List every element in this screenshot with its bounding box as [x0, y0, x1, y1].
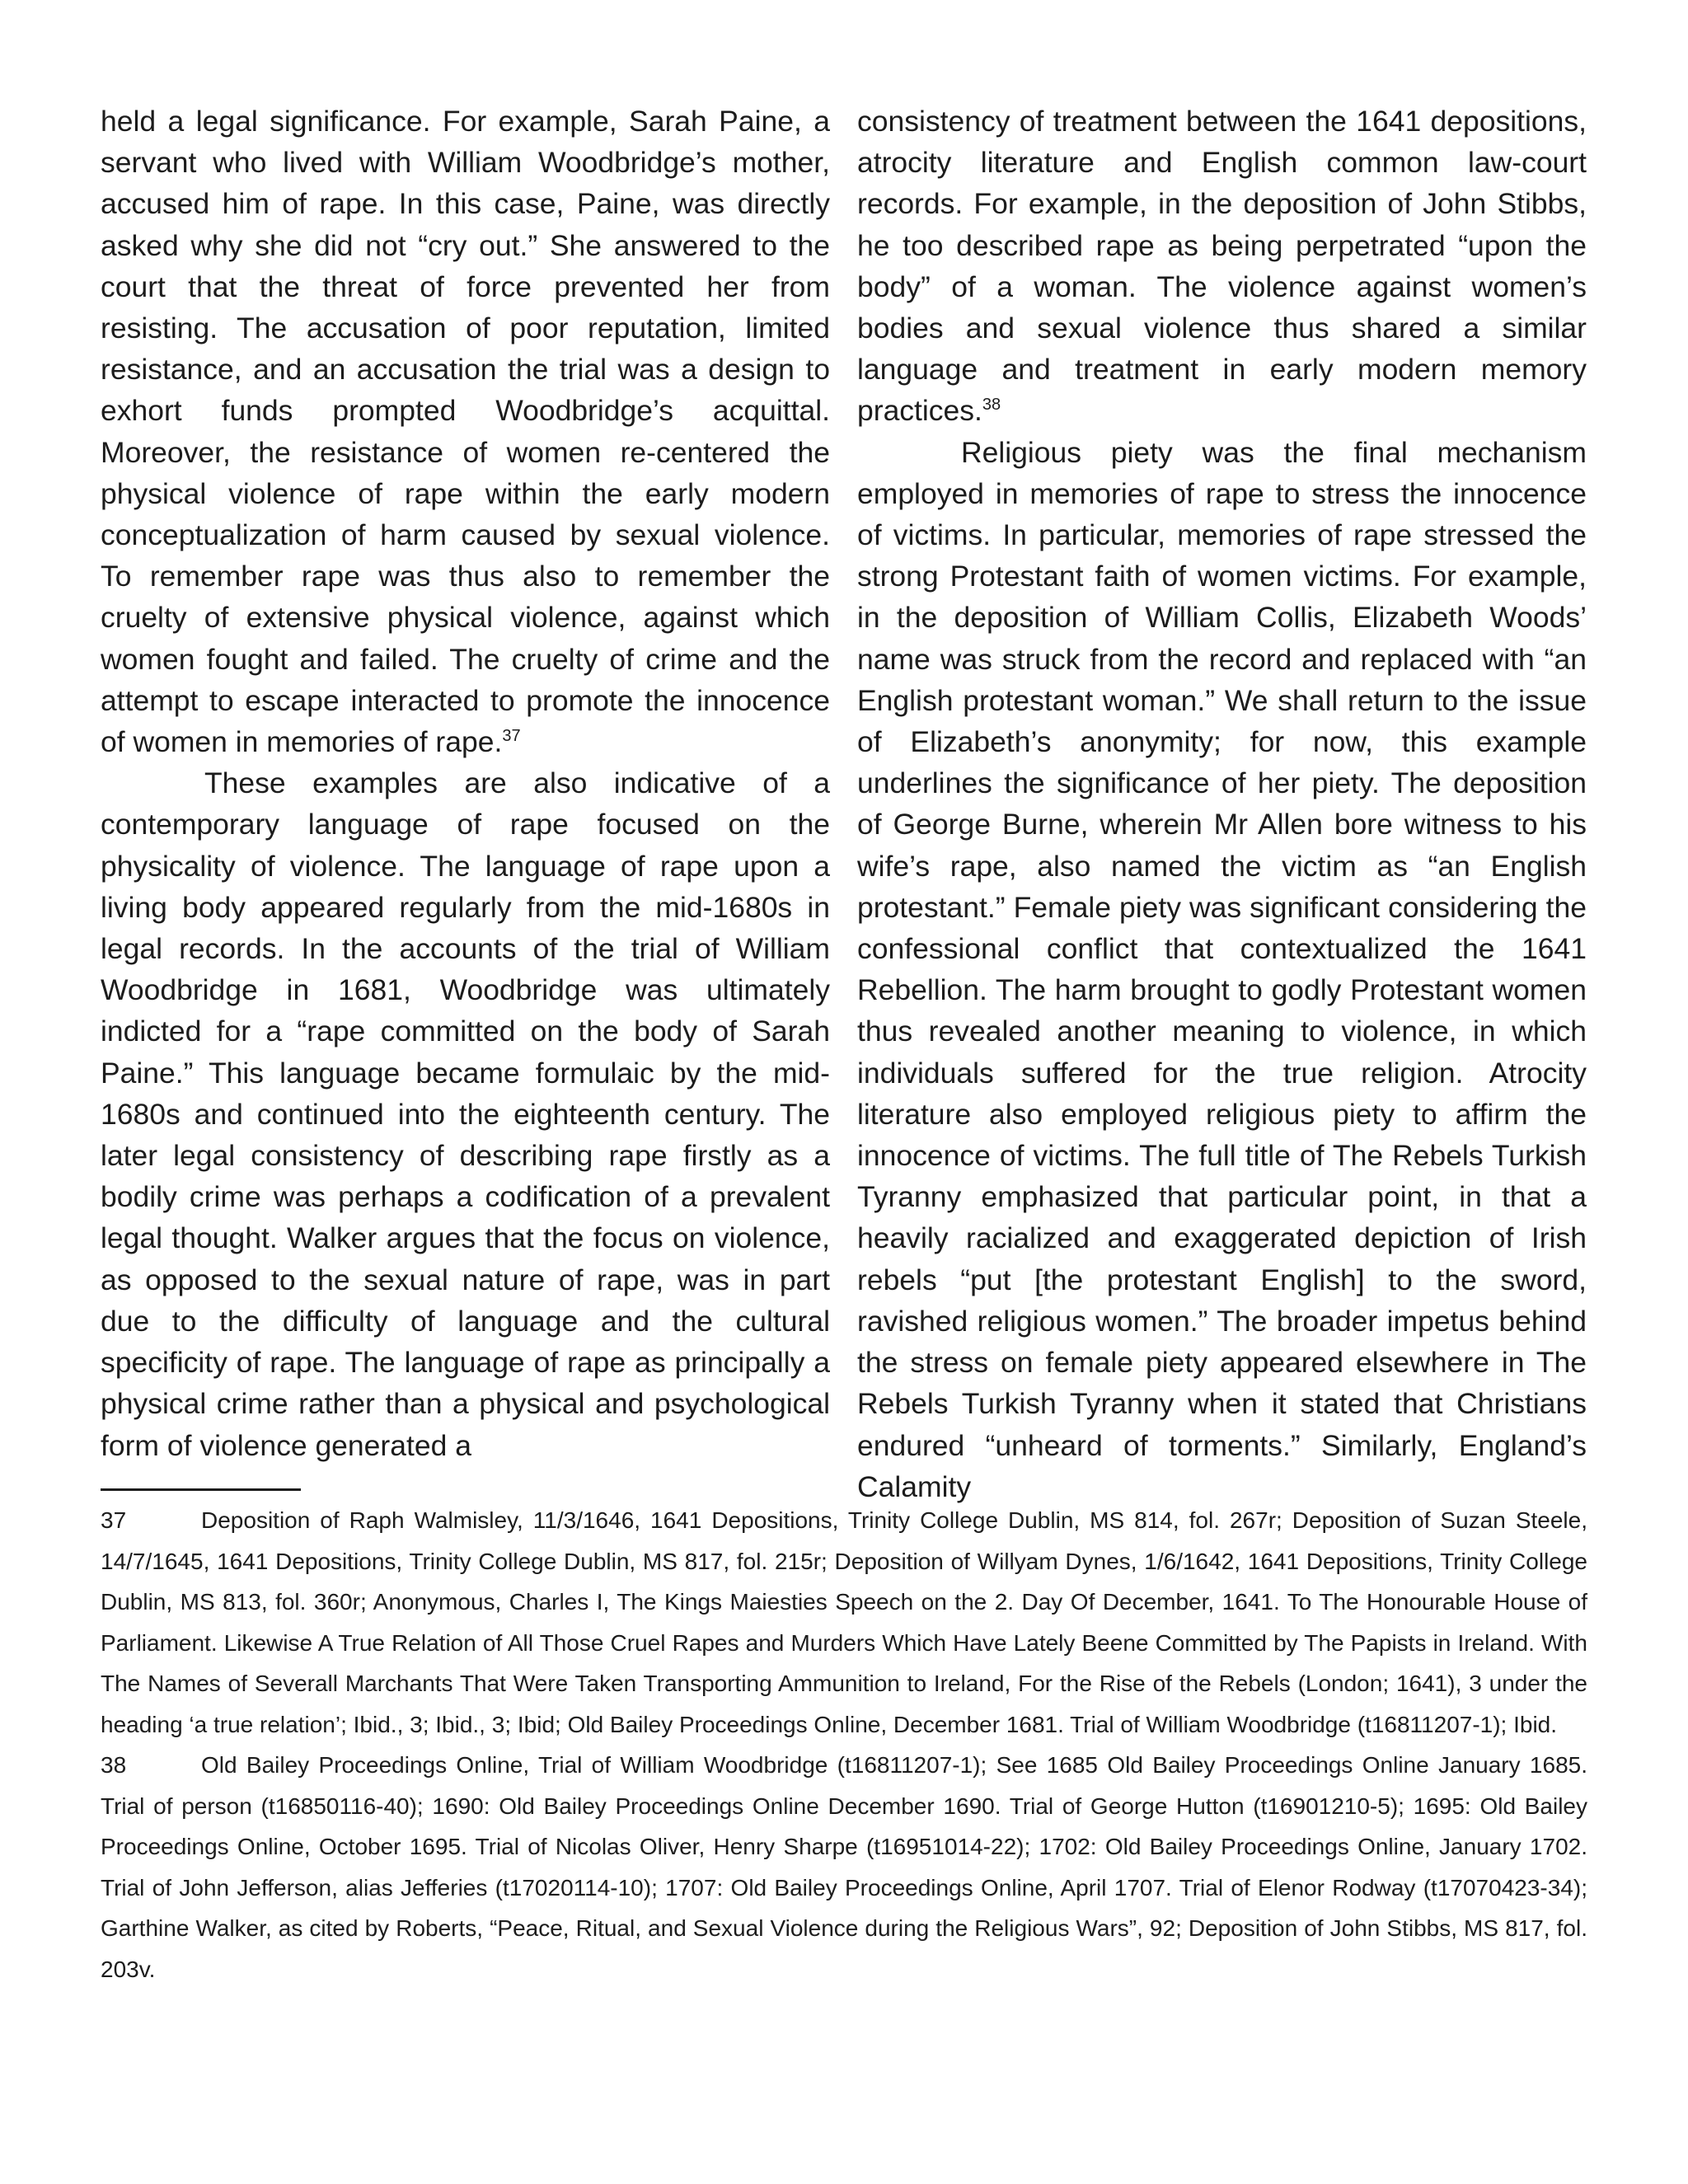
left-paragraph-2: These examples are also indicative of a contemporary language of rape focused on the physicality of violence. The language of rape upon a living body appeared regularly from the mid-1680s in legal records. In the accounts of the trial of William Woodbridge in 1681, Woodbridge was ultimately indicted for a “rape committed on the body of Sarah Paine.” This language became formulaic by the mid-1680s and continued into the eighteenth century. The later legal consistency of describing rape firstly as a bodily crime was perhaps a codification of a prevalent legal thought. Walker argues that the focus on violence, as opposed to the sexual nature of rape, was in part due to the difficulty of language and the cultural specificity of rape. The language of rape as principally a physical crime rather than a physical and psychological form of violence generated a [101, 766, 830, 1462]
footnote-text: Old Bailey Proceedings Online, Trial of William Woodbridge (t16811207-1); See 1685 Old Bailey Proceedings Online January 1685. Trial of person (t16850116-40); 1690: Old Bailey Proceedings Online December 1690. Trial of George Hutton (t16901210-5); 1695: Old Bailey Proceedings Online, October 1695. Trial of Nicolas Oliver, Henry Sharpe (t16951014-22); 1702: Old Bailey Proceedings Online, January 1702. Trial of John Jefferson, alias Jefferies (t17020114-10); 1707: Old Bailey Proceedings Online, April 1707. Trial of Elenor Rodway (t17070423-34); Garthine Walker, as cited by Roberts, “Peace, Ritual, and Sexual Violence during the Religious Wars”, 92; Deposition of John Stibbs, MS 817, fol. 203v. [101, 1752, 1587, 1982]
right-paragraph-1 [857, 101, 1587, 432]
footnote-38 [101, 1745, 1587, 1990]
footnotes-section [101, 1500, 1587, 1990]
left-paragraph-1 [101, 101, 830, 762]
right-paragraph-2: Religious piety was the final mechanism employed in memories of rape to stress the innocence of victims. In particular, memories of rape stressed the strong Protestant faith of women victims. For example, in the deposition of William Collis, Elizabeth Woods’ name was struck from the record and replaced with “an English protestant woman.” We shall return to the issue of Elizabeth’s anonymity; for now, this example underlines the significance of her piety. The deposition of George Burne, wherein Mr Allen bore witness to his wife’s rape, also named the victim as “an English protestant.” Female piety was significant considering the confessional conflict that contextualized the 1641 Rebellion. The harm brought to godly Protestant women thus revealed another meaning to violence, in which individuals suffered for the true religion. Atrocity literature also employed religious piety to affirm the innocence of victims. The full title of The Rebels Turkish Tyranny emphasized that particular point, in that a heavily racialized and exaggerated depiction of Irish rebels “put [the protestant English] to the sword, ravished religious women.” The broader impetus behind the stress on female piety appeared elsewhere in The Rebels Turkish Tyranny when it stated that Christians endured “unheard of torments.” Similarly, England’s Calamity [857, 435, 1587, 1503]
left-column [101, 101, 830, 1466]
footnote-number: 37 [101, 1507, 127, 1533]
right-paragraph-1-text: consistency of treatment between the 1641 depositions, atrocity literature and English common law-court records. For example, in the deposition of John Stibbs, he too described rape as being perpetrated “upon the body” of a woman. The violence against women’s bodies and sexual violence thus shared a similar language and treatment in early modern memory practices. [857, 105, 1587, 428]
right-column [857, 101, 1587, 1507]
footnote-37 [101, 1500, 1587, 1745]
footnote-ref-37[interactable]: 37 [502, 727, 521, 746]
left-paragraph-1-text: held a legal significance. For example, Sarah Paine, a servant who lived with William Woodbridge’s mother, accused him of rape. In this case, Paine, was directly asked why she did not “cry out.” She answered to the court that the threat of force prevented her from resisting. The accusation of poor reputation, limited resistance, and an accusation the trial was a design to exhort funds prompted Woodbridge’s acquittal. Moreover, the resistance of women re-centered the physical violence of rape within the early modern conceptualization of harm caused by sexual violence. To remember rape was thus also to remember the cruelty of extensive physical violence, against which women fought and failed. The cruelty of crime and the attempt to escape interacted to promote the innocence of women in memories of rape. [101, 105, 830, 759]
footnote-divider [101, 1488, 301, 1491]
footnote-ref-38[interactable]: 38 [982, 396, 1001, 415]
footnote-number: 38 [101, 1752, 127, 1778]
footnote-text: Deposition of Raph Walmisley, 11/3/1646, 1641 Depositions, Trinity College Dublin, MS 814, fol. 267r; Deposition of Suzan Steele, 14/7/1645, 1641 Depositions, Trinity College Dublin, MS 817, fol. 215r; Deposition of Willyam Dynes, 1/6/1642, 1641 Depositions, Trinity College Dublin, MS 813, fol. 360r; Anonymous, Charles I, The Kings Maiesties Speech on the 2. Day Of December, 1641. To The Honourable House of Parliament. Likewise A True Relation of All Those Cruel Rapes and Murders Which Have Lately Beene Committed by The Papists in Ireland. With The Names of Severall Marchants That Were Taken Transporting Ammunition to Ireland, For the Rise of the Rebels (London; 1641), 3 under the heading ‘a true relation’; Ibid., 3; Ibid., 3; Ibid; Old Bailey Proceedings Online, December 1681. Trial of William Woodbridge (t16811207-1); Ibid. [101, 1507, 1587, 1737]
